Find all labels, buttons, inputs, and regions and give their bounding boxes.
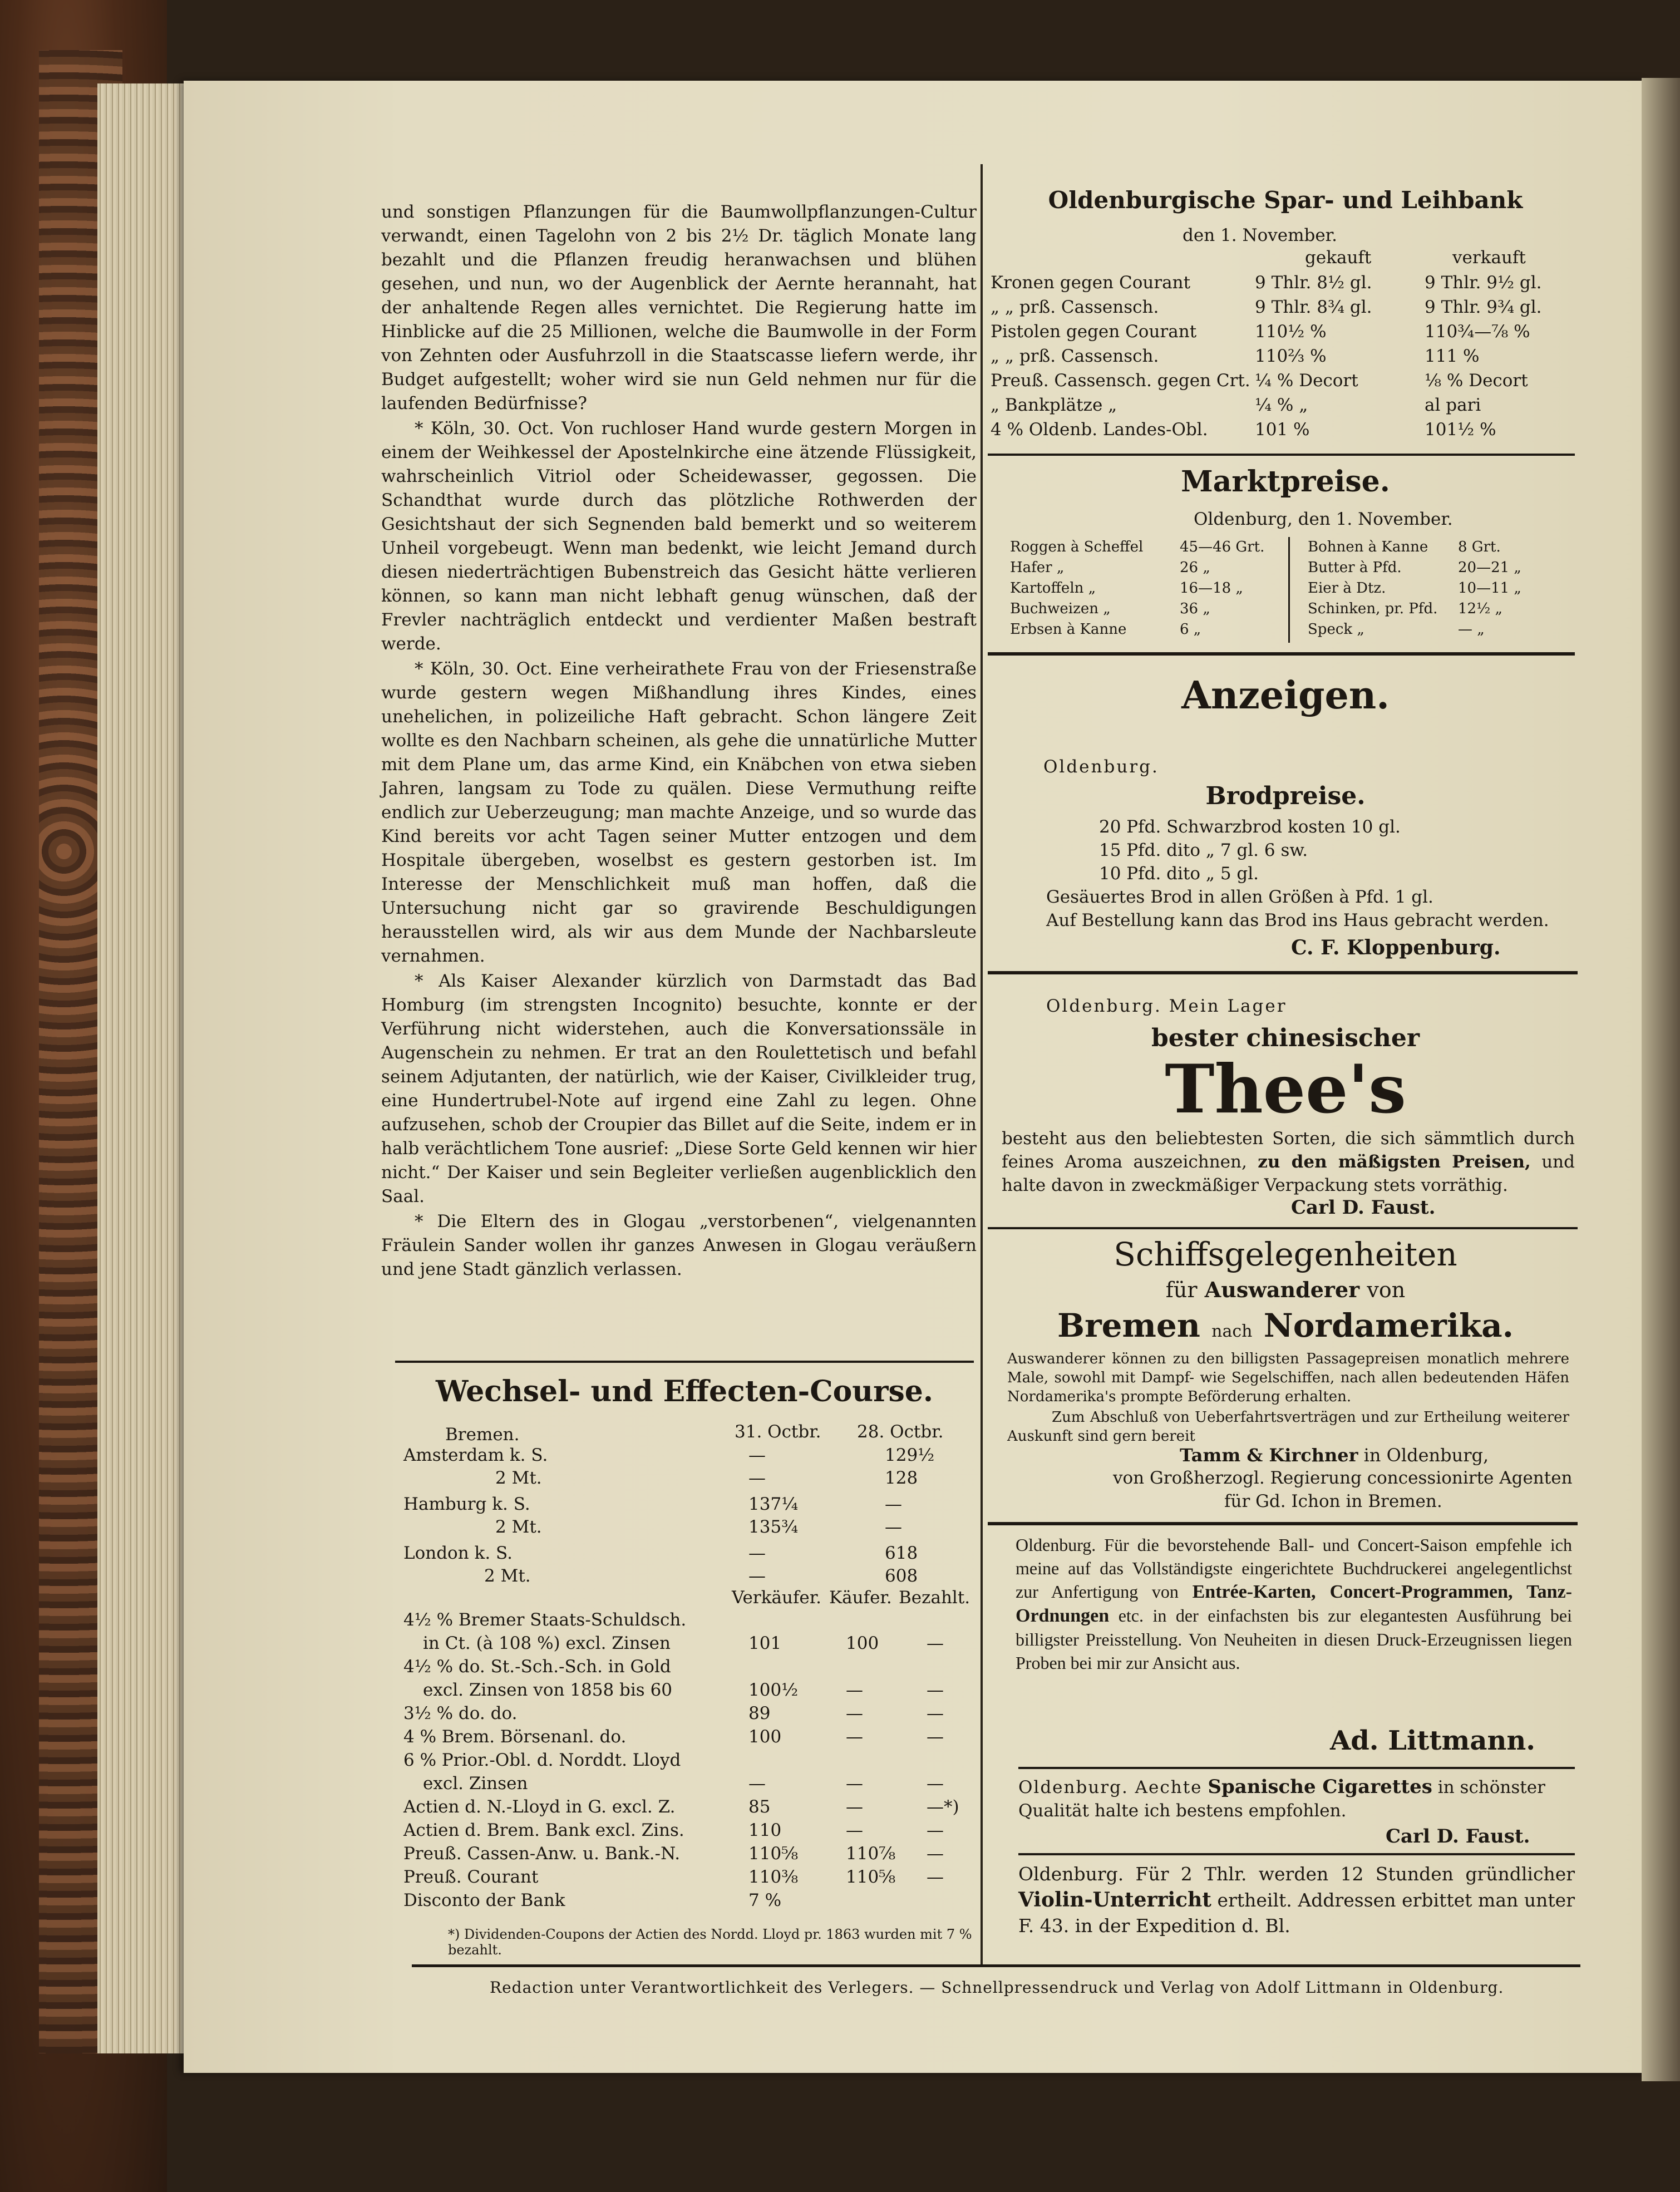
marktpreise-title: Marktpreise. <box>1181 465 1390 499</box>
sparbank-row-verkauft: 111 % <box>1425 346 1480 366</box>
wechsel-row2-label: excl. Zinsen <box>423 1774 528 1794</box>
sparbank-row-verkauft: 101½ % <box>1425 420 1496 440</box>
wechsel-row-label: Hamburg k. S. <box>403 1494 530 1514</box>
sparbank-row-gekauft: 9 Thlr. 8¾ gl. <box>1255 297 1372 317</box>
violin-text-2: ertheilt. Addressen erbittet man unter F. 43. in der Expedition d. Bl. <box>1018 1889 1575 1937</box>
littmann-text-2: etc. in der einfachsten bis zur elegantesten Ausführung bei billigster Preisstellung. Von Neuheiten in diesen Druck-Erzeugnissen liegen Proben bei mir zur Ansicht aus. <box>1016 1605 1573 1673</box>
wechsel-title: Wechsel- und Effecten-Course. <box>436 1375 933 1408</box>
brod-line-3: 10 Pfd. dito „ 5 gl. <box>1099 864 1259 884</box>
markt-right-price: 10—11 „ <box>1458 580 1521 597</box>
column-divider <box>981 164 983 1967</box>
wechsel-row2-verkaeufer: 110 <box>748 1820 782 1840</box>
thees-emph: zu den mäßigsten Preisen, <box>1258 1152 1531 1172</box>
wechsel-row2-verkaeufer: 100 <box>748 1727 782 1747</box>
markt-left-price: 16—18 „ <box>1180 580 1243 597</box>
schiff-fuer: für <box>1165 1278 1198 1302</box>
sparbank-row-label: „ „ prß. Cassensch. <box>991 297 1159 317</box>
schiff-text: Auswanderer können zu den billigsten Passagepreisen monatlich mehrere Male, sowohl mit Dampf- wie Segelschiffen, nach allen bedeutenden Häfen Nordamerika's prompte Beförderung erhalten. <box>1007 1351 1569 1405</box>
thees-intro: Oldenburg. Mein Lager <box>1046 996 1287 1016</box>
brod-line-1: 20 Pfd. Schwarzbrod kosten 10 gl. <box>1099 817 1401 837</box>
schiff-title: Schiffsgelegenheiten <box>1114 1235 1457 1273</box>
wechsel-row2-kaeufer: — <box>846 1680 863 1700</box>
thees-signature: Carl D. Faust. <box>1291 1196 1436 1219</box>
wechsel-row2-label: Actien d. N.-Lloyd in G. excl. Z. <box>403 1797 676 1817</box>
wechsel-row2-verkaeufer: — <box>748 1774 766 1794</box>
wechsel-row2-bezahlt: — <box>927 1703 944 1723</box>
markt-right-item: Eier à Dtz. <box>1308 580 1386 597</box>
wechsel-row-value-28: — <box>885 1517 902 1537</box>
wechsel-place: Bremen. <box>445 1425 520 1445</box>
markt-right-price: 12½ „ <box>1458 600 1503 617</box>
sparbank-row-verkauft: al pari <box>1425 395 1481 415</box>
wechsel-row2-verkaeufer: 85 <box>748 1797 771 1817</box>
markt-left-item: Buchweizen „ <box>1010 600 1111 617</box>
footer-rule <box>412 1964 1580 1967</box>
schiff-nordamerika: Nordamerika. <box>1263 1307 1514 1344</box>
wechsel-row-label: 2 Mt. <box>495 1468 542 1488</box>
schiff-line-1 <box>991 1277 1580 1302</box>
wechsel-col1-header: 31. Octbr. <box>735 1422 821 1442</box>
wechsel-row-value-28: 129½ <box>885 1445 935 1465</box>
schiff-text-2: Zum Abschluß von Ueberfahrtsverträgen und zur Ertheilung weiterer Auskunft sind gern bereit <box>1007 1409 1569 1445</box>
wechsel-row2-bezahlt: — <box>927 1727 944 1747</box>
sparbank-row-verkauft: ⅛ % Decort <box>1425 371 1528 391</box>
rule-littmann <box>1018 1767 1575 1769</box>
markt-right-item: Speck „ <box>1308 621 1364 638</box>
violin-body <box>1018 1861 1575 1939</box>
brod-place: Oldenburg. <box>1043 757 1159 777</box>
sparbank-row-gekauft: 110⅔ % <box>1255 346 1327 366</box>
wechsel-row-value-31: — <box>748 1445 766 1465</box>
wechsel-row2-label: Disconto der Bank <box>403 1890 565 1910</box>
wechsel-row2-label: 4½ % Bremer Staats-Schuldsch. <box>403 1610 687 1630</box>
sparbank-row-label: „ „ prß. Cassensch. <box>991 346 1159 366</box>
brod-title: Brodpreise. <box>1205 782 1366 810</box>
brod-line-5: Auf Bestellung kann das Brod ins Haus gebracht werden. <box>1046 910 1549 930</box>
wechsel-row2-label: Preuß. Courant <box>403 1867 539 1887</box>
wechsel-row2-label: 4½ % do. St.-Sch.-Sch. in Gold <box>403 1657 671 1677</box>
markt-right-price: 8 Grt. <box>1458 539 1501 555</box>
marktpreise-subtitle: Oldenburg, den 1. November. <box>1194 509 1453 529</box>
wechsel-row2-bezahlt: — <box>927 1844 944 1864</box>
littmann-body <box>1016 1533 1572 1674</box>
thees-text-1: besteht aus den beliebtesten Sorten, die sich sämmtlich durch feines Aroma auszeichnen, <box>1002 1129 1575 1172</box>
sparbank-row-gekauft: ¼ % „ <box>1255 395 1308 415</box>
markt-left-item: Hafer „ <box>1010 559 1065 576</box>
wechsel-row2-label: Actien d. Brem. Bank excl. Zins. <box>403 1820 684 1840</box>
wechsel-row2-label: 3½ % do. do. <box>403 1703 518 1723</box>
thees-big: Thee's <box>1165 1050 1406 1129</box>
markt-left-item: Kartoffeln „ <box>1010 580 1096 597</box>
brod-signature: C. F. Kloppenburg. <box>1291 936 1501 959</box>
sub-header-verkaeufer: Verkäufer. <box>732 1588 822 1608</box>
wechsel-row2-kaeufer: 110⅞ <box>846 1844 896 1864</box>
sparbank-col-verkauft: verkauft <box>1452 248 1526 268</box>
schiff-bremen: Bremen <box>1057 1307 1200 1344</box>
wechsel-row2-verkaeufer: 100½ <box>748 1680 799 1700</box>
cigarettes-body <box>1018 1775 1575 1822</box>
markt-left-item: Erbsen à Kanne <box>1010 621 1127 638</box>
littmann-text: Oldenburg. Für die bevorstehende Ball- und Concert-Saison empfehle ich meine auf das Vollständigste eingerichtete Buchdruckerei angelegentlichst zur Anfertigung von <box>1016 1535 1572 1602</box>
thees-text-2: und halte davon in zweckmäßiger Verpackung stets vorräthig. <box>1002 1152 1575 1195</box>
cigarettes-text: Oldenburg. Aechte <box>1018 1777 1203 1797</box>
wechsel-row2-verkaeufer: 7 % <box>748 1890 782 1910</box>
sparbank-row-label: Preuß. Cassensch. gegen Crt. <box>991 371 1250 391</box>
rule-markt <box>988 652 1575 656</box>
wechsel-row2-verkaeufer: 110⅝ <box>748 1844 799 1864</box>
wechsel-row2-kaeufer: — <box>846 1774 863 1794</box>
next-page-edge <box>1642 78 1680 2081</box>
sparbank-row-verkauft: 9 Thlr. 9½ gl. <box>1425 273 1542 293</box>
sparbank-row-label: Pistolen gegen Courant <box>991 322 1197 342</box>
markt-left-price: 6 „ <box>1180 621 1201 638</box>
markt-right-item: Butter à Pfd. <box>1308 559 1402 576</box>
wechsel-row-value-28: 608 <box>885 1566 918 1586</box>
wechsel-row2-bezahlt: — <box>927 1774 944 1794</box>
cigarettes-signature: Carl D. Faust. <box>1386 1825 1530 1848</box>
article-paragraph-1: und sonstigen Pflanzungen für die Baumwollpflanzungen-Cultur verwandt, einen Tagelohn von 2 bis 2½ Dr. täglich Monate lang bezahlt und die Pflanzen freudig heranwachsen und blühen gesehen, und nun, wo der Augenblick der Aernte herannaht, hat der anhaltende Regen alles vernichtet. Die Regierung hatte im Hinblicke auf die 25 Millionen, welche die Baumwolle in der Form von Zehnten oder Ausfuhrzoll in die Staatscasse liefern werde, ihr Budget aufgestellt; woher wird sie nun Geld nehmen nur für die laufenden Bedürfnisse? <box>381 202 977 413</box>
wechsel-row-value-31: — <box>748 1543 766 1563</box>
wechsel-row2-kaeufer: — <box>846 1727 863 1747</box>
anzeigen-title: Anzeigen. <box>1181 673 1390 718</box>
left-article <box>381 200 977 1282</box>
schiff-firm: Tamm & Kirchner <box>1180 1445 1358 1466</box>
wechsel-row-value-31: 135¾ <box>748 1517 799 1537</box>
wechsel-row-label: Amsterdam k. S. <box>403 1445 548 1465</box>
wechsel-row-value-28: — <box>885 1494 902 1514</box>
footer-text: Redaction unter Verantwortlichkeit des Verlegers. — Schnellpressendruck und Verlag von Adolf Littmann in Oldenburg. <box>490 1978 1504 1997</box>
sparbank-row-gekauft: ¼ % Decort <box>1255 371 1358 391</box>
divider-rule <box>395 1361 974 1363</box>
sub-header-bezahlt: Bezahlt. <box>899 1588 970 1608</box>
wechsel-row2-kaeufer: — <box>846 1820 863 1840</box>
markt-left-price: 45—46 Grt. <box>1180 539 1265 555</box>
violin-text: Oldenburg. Für 2 Thlr. werden 12 Stunden gründlicher <box>1018 1863 1575 1885</box>
wechsel-row2-verkaeufer: 101 <box>748 1633 782 1653</box>
wechsel-row2-kaeufer: 100 <box>846 1633 879 1653</box>
wechsel-col2-header: 28. Octbr. <box>857 1422 944 1442</box>
cigarettes-text-2: in schönster Qualität halte ich bestens empfohlen. <box>1018 1777 1545 1821</box>
brod-line-4: Gesäuertes Brod in allen Größen à Pfd. 1 gl. <box>1046 887 1433 907</box>
sparbank-row-gekauft: 101 % <box>1255 420 1310 440</box>
wechsel-row2-bezahlt: — <box>927 1633 944 1653</box>
rule-schiff <box>988 1522 1578 1525</box>
sparbank-row-verkauft: 110¾—⅞ % <box>1425 322 1530 342</box>
schiff-firm-line <box>1180 1445 1489 1466</box>
wechsel-row-value-31: — <box>748 1566 766 1586</box>
wechsel-footnote: *) Dividenden-Coupons der Actien des Nordd. Lloyd pr. 1863 wurden mit 7 % bezahlt. <box>448 1927 972 1958</box>
wechsel-row-value-28: 128 <box>885 1468 918 1488</box>
sparbank-row-gekauft: 9 Thlr. 8½ gl. <box>1255 273 1372 293</box>
wechsel-row2-kaeufer: — <box>846 1703 863 1723</box>
wechsel-row2-label: in Ct. (à 108 %) excl. Zinsen <box>423 1633 671 1653</box>
wechsel-row-value-31: — <box>748 1468 766 1488</box>
wechsel-row2-bezahlt: — <box>927 1820 944 1840</box>
cigarettes-emph: Spanische Cigarettes <box>1208 1776 1432 1798</box>
schiff-last: für Gd. Ichon in Bremen. <box>1224 1491 1442 1511</box>
schiff-nach: nach <box>1211 1322 1253 1341</box>
wechsel-row2-kaeufer: 110⅝ <box>846 1867 896 1887</box>
sparbank-row-label: Kronen gegen Courant <box>991 273 1191 293</box>
wechsel-row2-kaeufer: — <box>846 1797 863 1817</box>
wechsel-row2-bezahlt: —*) <box>927 1797 959 1817</box>
sparbank-date: den 1. November. <box>1183 225 1337 245</box>
markt-right-price: — „ <box>1458 621 1485 638</box>
wechsel-row-label: London k. S. <box>403 1543 513 1563</box>
sparbank-col-gekauft: gekauft <box>1305 248 1372 268</box>
markt-right-price: 20—21 „ <box>1458 559 1521 576</box>
markt-left-price: 26 „ <box>1180 559 1210 576</box>
rule-brod <box>988 971 1578 974</box>
sparbank-row-label: „ Bankplätze „ <box>991 395 1117 415</box>
wechsel-row2-bezahlt: — <box>927 1867 944 1887</box>
wechsel-row-value-31: 137¼ <box>748 1494 799 1514</box>
sparbank-row-label: 4 % Oldenb. Landes-Obl. <box>991 420 1208 440</box>
article-paragraph-3: * Köln, 30. Oct. Eine verheirathete Frau von der Friesenstraße wurde gestern wegen Mißhandlung ihres Kindes, eines unehelichen, in polizeiliche Haft gebracht. Schon längere Zeit wollte es den Nachbarn scheinen, als gehe die unnatürliche Mutter mit dem Plane um, das arme Kind, ein Knäbchen von etwa sieben Jahren, langsam zu Tode zu quälen. Diese Vermuthung reifte endlich zur Ueberzeugung; man machte Anzeige, und so wurde das Kind bereits vor acht Tagen seiner Mutter entzogen und dem Hospitale übergeben, woselbst es gestern gestorben ist. Im Interesse der Menschlichkeit muß man hoffen, daß die Untersuchung nicht gar so gravirende Beschuldigungen herausstellen wird, als wir aus dem Munde der Nachbarsleute vernahmen. <box>381 659 977 966</box>
schiff-agents: von Großherzogl. Regierung concessionirte Agenten <box>1113 1468 1573 1488</box>
markt-right-item: Schinken, pr. Pfd. <box>1308 600 1438 617</box>
wechsel-row2-verkaeufer: 89 <box>748 1703 771 1723</box>
brod-line-2: 15 Pfd. dito „ 7 gl. 6 sw. <box>1099 840 1308 860</box>
schiff-auswanderer: Auswanderer <box>1204 1277 1360 1302</box>
schiff-line-2 <box>991 1307 1580 1344</box>
article-paragraph-4: * Als Kaiser Alexander kürzlich von Darmstadt das Bad Homburg (im strengsten Incognito) besuchte, konnte er der Verführung nicht widerstehen, auch die Konversationssäle in Augenschein zu nehmen. Er trat an den Roulettetisch und befahl seinem Adjutanten, der natürlich, wie der Kaiser, Civilkleider trug, eine Hundertrubel-Note auf irgend eine Zahl zu legen. Ohne aufzusehen, schob der Croupier das Billet auf die Seite, indem er in halb verächtlichem Tone ausrief: „Diese Sorte Geld kennen wir hier nicht.“ Der Kaiser und sein Begleiter verließen augenblicklich den Saal. <box>381 971 977 1206</box>
wechsel-row2-verkaeufer: 110⅜ <box>748 1867 799 1887</box>
wechsel-row2-bezahlt: — <box>927 1680 944 1700</box>
violin-emph: Violin-Unterricht <box>1018 1888 1211 1912</box>
sparbank-row-verkauft: 9 Thlr. 9¾ gl. <box>1425 297 1542 317</box>
sparbank-row-gekauft: 110½ % <box>1255 322 1327 342</box>
article-paragraph-5: * Die Eltern des in Glogau „verstorbenen“, vielgenannten Fräulein Sander wollen ihr ganzes Anwesen in Glogau veräußern und jene Stadt gänzlich verlassen. <box>381 1211 977 1279</box>
wechsel-row2-label: Preuß. Cassen-Anw. u. Bank.-N. <box>403 1844 681 1864</box>
thees-line1: bester chinesischer <box>1151 1024 1420 1052</box>
rule-thees <box>988 1227 1578 1229</box>
thees-body <box>1002 1127 1575 1197</box>
schiff-von: von <box>1367 1278 1406 1302</box>
rule-sparbank <box>988 454 1575 456</box>
littmann-signature: Ad. Littmann. <box>1330 1725 1535 1756</box>
littmann-emph: Entrée-Karten, Concert-Programmen, Tanz-Ordnungen <box>1016 1582 1572 1626</box>
sub-header-kaeufer: Käufer. <box>829 1588 892 1608</box>
wechsel-row2-label: excl. Zinsen von 1858 bis 60 <box>423 1680 673 1700</box>
wechsel-row2-label: 6 % Prior.-Obl. d. Norddt. Lloyd <box>403 1750 681 1770</box>
schiff-firm-place: in Oldenburg, <box>1363 1445 1489 1466</box>
wechsel-row-label: 2 Mt. <box>495 1517 542 1537</box>
wechsel-row-label: 2 Mt. <box>484 1566 531 1586</box>
wechsel-row-value-28: 618 <box>885 1543 918 1563</box>
rule-cigarettes <box>1018 1853 1575 1855</box>
article-paragraph-2: * Köln, 30. Oct. Von ruchloser Hand wurde gestern Morgen in einem der Weihkessel der Apostelnkirche eine ätzende Flüssigkeit, wahrscheinlich Vitriol oder Scheidewasser, gegossen. Die Schandthat wurde durch das plötzliche Rothwerden der Gesichtshaut der sich Segnenden bald bemerkt und so weiterem Unheil vorgebeugt. Wenn man bedenkt, wie leicht Jemand durch diesen niederträchtigen Bubenstreich das Gesicht hätte verlieren können, so kann man nicht lebhaft genug wünschen, daß der Frevler nachträglich entdeckt und verdienter Maßen bestraft werde. <box>381 418 977 654</box>
markt-right-item: Bohnen à Kanne <box>1308 539 1428 555</box>
markt-center-divider <box>1288 537 1290 643</box>
markt-left-price: 36 „ <box>1180 600 1210 617</box>
wechsel-row2-label: 4 % Brem. Börsenanl. do. <box>403 1727 627 1747</box>
markt-left-item: Roggen à Scheffel <box>1010 539 1144 555</box>
sparbank-title: Oldenburgische Spar- und Leihbank <box>1048 186 1523 214</box>
